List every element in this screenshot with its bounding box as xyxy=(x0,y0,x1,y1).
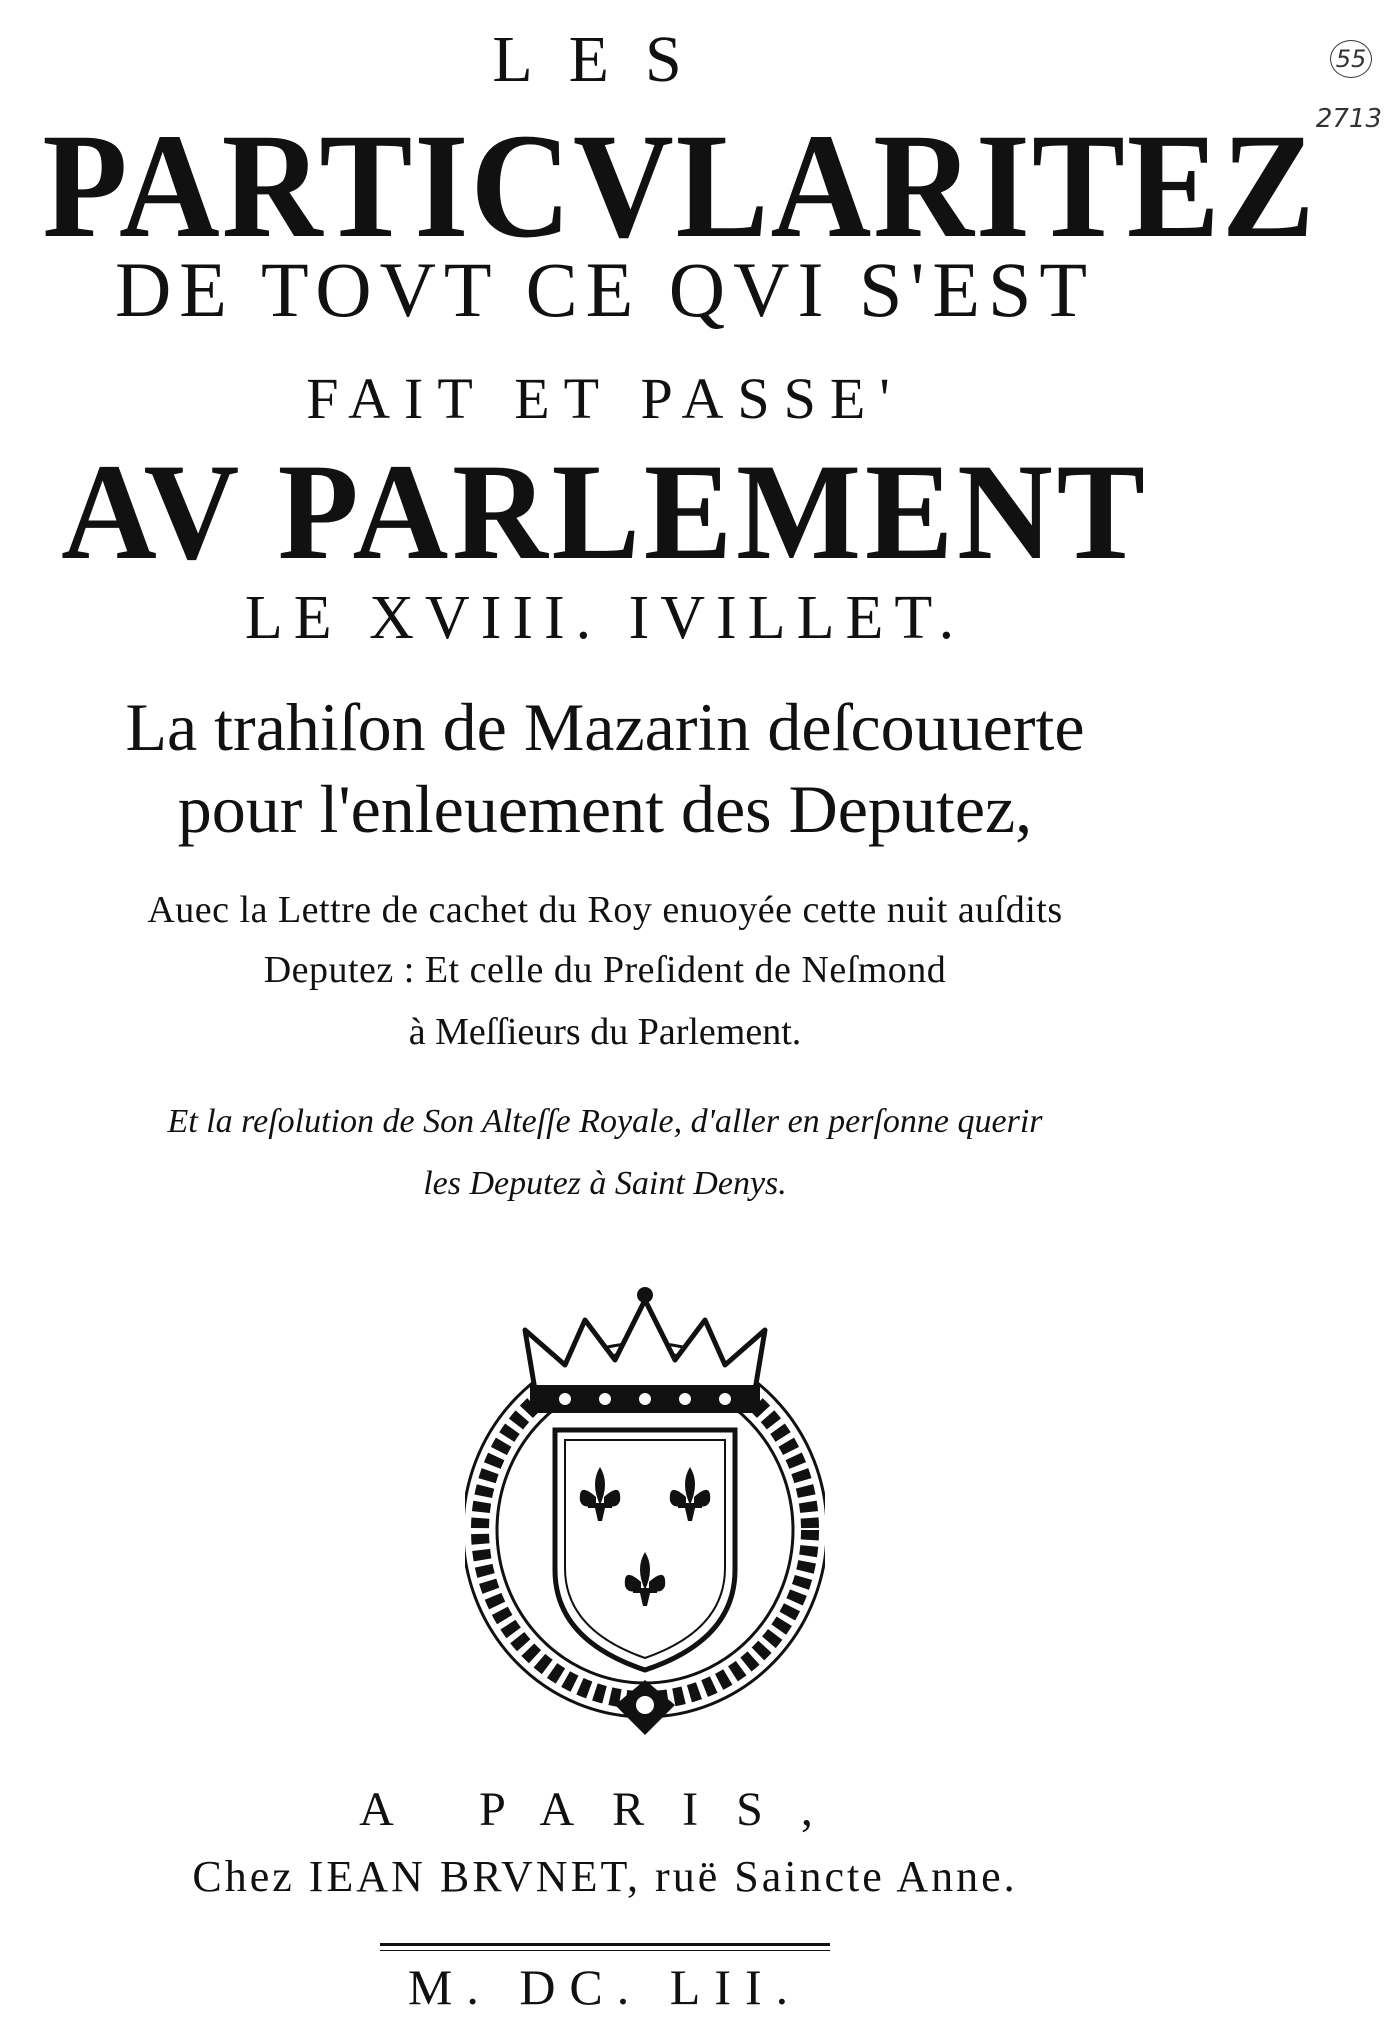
royal-coat-of-arms-icon xyxy=(465,1280,825,1740)
title-line-les: LES xyxy=(492,23,718,96)
imprint-year: M. DC. LII. xyxy=(407,1959,803,2015)
title-line-fait-et-passe: FAIT ET PASSE' xyxy=(306,366,904,431)
description-line-2: Deputez : Et celle du Preſident de Neſmond xyxy=(263,949,947,991)
subtitle-line-enlevement: pour l'enleuement des Deputez, xyxy=(177,771,1033,847)
imprint-rule-thin xyxy=(380,1950,830,1951)
title-line-date: LE XVIII. IVILLET. xyxy=(244,584,966,652)
circled-page-number: 55 xyxy=(1330,40,1372,78)
imprint-city: A PARIS, xyxy=(359,1783,851,1836)
italic-line-2: les Deputez à Saint Denys. xyxy=(423,1165,787,1202)
title-line-au-parlement: AV PARLEMENT xyxy=(61,435,1149,588)
imprint-printer: Chez IEAN BRVNET, ruë Saincte Anne. xyxy=(192,1852,1018,1901)
description-line-3: à Meſſieurs du Parlement. xyxy=(408,1011,802,1053)
title-line-de-tout: DE TOVT CE QVI S'EST xyxy=(114,246,1096,333)
subtitle-line-trahison: La trahiſon de Mazarin deſcouuerte xyxy=(125,689,1085,765)
catalog-number: 2713 xyxy=(1315,104,1382,134)
description-line-1: Auec la Lettre de cachet du Roy enuoyée cette nuit auſdits xyxy=(147,889,1063,931)
imprint-rule-thick xyxy=(380,1943,830,1946)
title-line-particularitez: PARTICVLARITEZ xyxy=(42,103,1317,269)
italic-line-1: Et la reſolution de Son Alteſſe Royale, d'aller en perſonne querir xyxy=(167,1103,1043,1140)
